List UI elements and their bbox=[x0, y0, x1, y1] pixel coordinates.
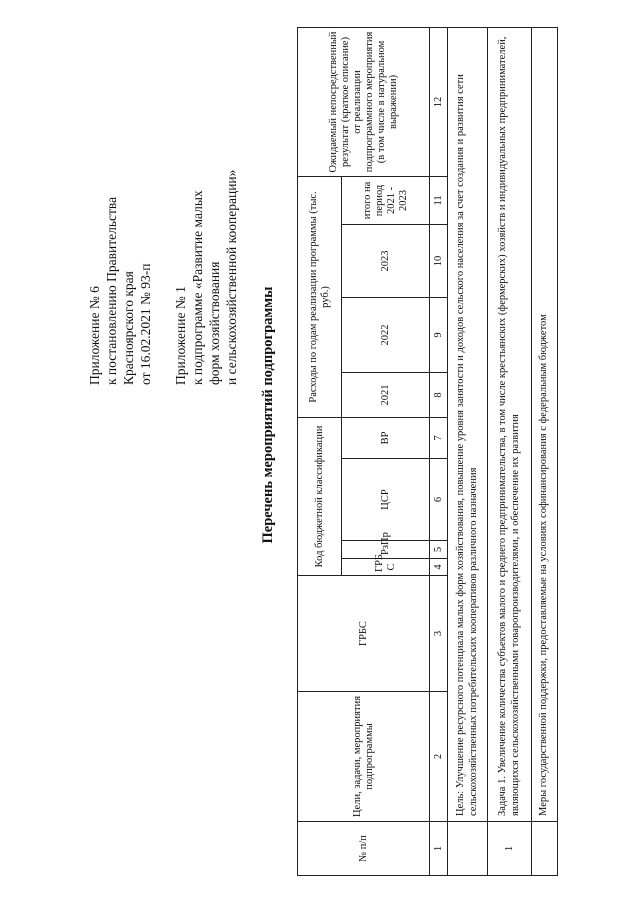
header-to-resolution: к постановлению Правительства bbox=[104, 196, 119, 385]
col-number: 1 bbox=[430, 822, 448, 876]
col-number: 4 bbox=[430, 559, 448, 576]
column-number-row bbox=[430, 27, 448, 875]
head-vr: ВР bbox=[342, 417, 430, 458]
col-number: 6 bbox=[430, 459, 448, 541]
measures-row-num bbox=[532, 822, 558, 876]
goal-row-num bbox=[448, 822, 488, 876]
head-goals: Цели, задачи, мероприятия подпрограммы bbox=[298, 692, 430, 822]
header-block bbox=[86, 170, 240, 385]
head-budget-code: Код бюджетной классификации bbox=[298, 417, 342, 575]
head-2022: 2022 bbox=[342, 297, 430, 372]
goal-row bbox=[448, 27, 488, 875]
document-title: Перечень мероприятий подпрограммы bbox=[260, 286, 276, 544]
task-row-num: 1 bbox=[488, 822, 532, 876]
header-region: Красноярского края bbox=[121, 271, 136, 385]
col-number: 8 bbox=[430, 372, 448, 417]
col-number: 2 bbox=[430, 692, 448, 822]
head-2021: 2021 bbox=[342, 372, 430, 417]
col-number: 5 bbox=[430, 541, 448, 559]
measures-row-text: Меры государственной поддержки, предоставляемые на условиях софинансирования с федеральным бюджетом bbox=[532, 27, 558, 821]
measures-table bbox=[297, 27, 558, 876]
col-number: 9 bbox=[430, 297, 448, 372]
col-number: 10 bbox=[430, 224, 448, 297]
head-grbs: ГРБС bbox=[298, 576, 430, 692]
head-csr: ЦСР bbox=[342, 459, 430, 541]
head-2023: 2023 bbox=[342, 224, 430, 297]
head-result: Ожидаемый непосредственный результат (краткое описание) от реализации подпрограммного мероприятия (в том числе в натуральном выражении) bbox=[298, 27, 430, 176]
measures-row bbox=[532, 27, 558, 875]
goal-row-text: Цель: Улучшение ресурсного потенциала малых форм хозяйствования, повышение уровня занятости и доходов сельского населения за счет создания и развития сети сельскохозяйственных потребительских кооперативов различного назначения bbox=[448, 27, 488, 821]
head-rzpr: РзПр bbox=[342, 541, 430, 559]
task-row bbox=[488, 27, 532, 875]
task-row-text: Задача 1. Увеличение количества субъектов малого и среднего предпринимательства, в том числе крестьянских (фермерских) хозяйств и индивидуальных предпринимателей, являющихся сельскохозяйственными товаропроизводителями, и обеспечение их развития bbox=[488, 27, 532, 821]
head-expenses: Расходы по годам реализации программы (тыс. руб.) bbox=[298, 176, 342, 417]
col-number: 12 bbox=[430, 27, 448, 176]
head-total: итого на период 2021 - 2023 bbox=[342, 176, 430, 224]
col-number: 7 bbox=[430, 417, 448, 458]
col-number: 3 bbox=[430, 576, 448, 692]
col-number: 11 bbox=[430, 176, 448, 224]
header-coop-line: и сельскохозяйственной кооперации» bbox=[224, 169, 239, 385]
header-appendix-6: Приложение № 6 bbox=[87, 286, 102, 385]
header-forms-line: форм хозяйствования bbox=[207, 261, 222, 385]
header-appendix-1: Приложение № 1 bbox=[173, 286, 188, 385]
header-to-subprogram: к подпрограмме «Развитие малых bbox=[190, 190, 205, 385]
head-num: № п/п bbox=[298, 822, 430, 876]
header-date-number: от 16.02.2021 № 93-п bbox=[138, 263, 153, 385]
head-grbs-short: ГРБ С bbox=[342, 559, 430, 576]
